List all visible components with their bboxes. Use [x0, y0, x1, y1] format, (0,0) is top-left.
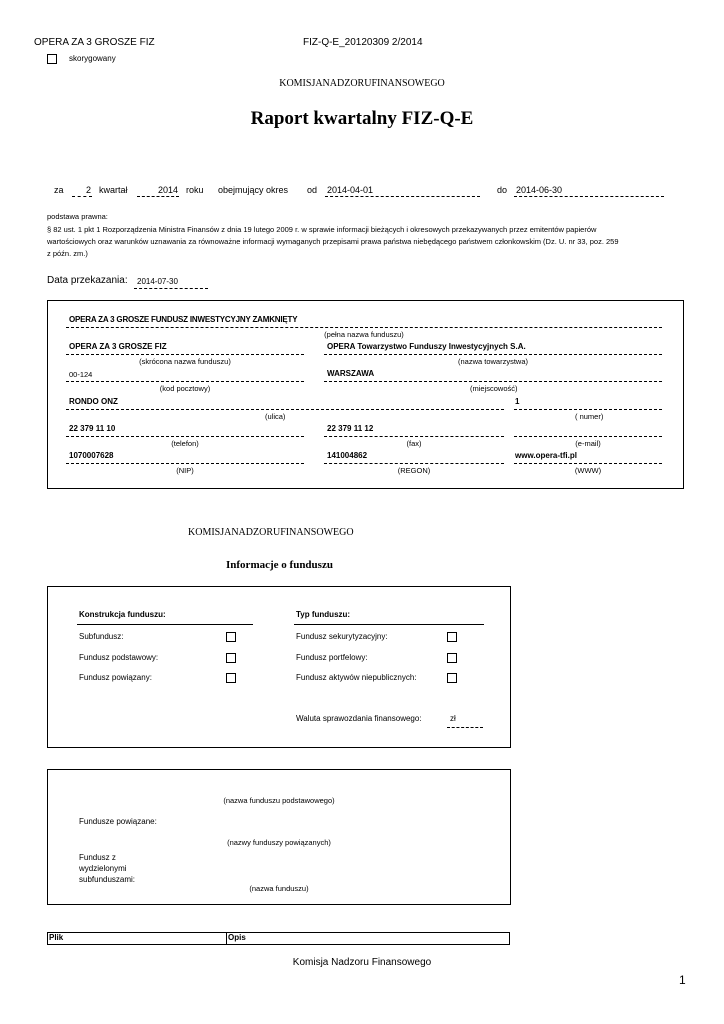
period-za-label: za: [54, 185, 64, 195]
fund-short-name: OPERA ZA 3 GROSZE FIZ: [69, 342, 167, 351]
www-caption: (WWW): [574, 466, 602, 475]
related-funds-caption: (nazwy funduszy powiązanych): [227, 838, 331, 847]
header-doc-id: FIZ-Q-E_20120309 2/2014: [303, 37, 423, 48]
base-fund-caption: (nazwa funduszu podstawowego): [223, 796, 335, 805]
portfolio-checkbox[interactable]: [447, 653, 457, 663]
short-name-underline: [66, 354, 304, 355]
section2-title: Informacje o funduszu: [226, 559, 333, 571]
legal-basis-label: podstawa prawna:: [47, 212, 108, 221]
company-underline: [324, 354, 662, 355]
subfunds-label-line3: subfunduszami:: [79, 875, 136, 884]
construction-item-subfund: Subfundusz:: [79, 632, 124, 641]
full-name-caption: (pełna nazwa funduszu): [324, 330, 404, 339]
street-caption: (ulica): [265, 412, 286, 421]
files-col-file: Plik: [49, 933, 64, 942]
number-underline: [514, 409, 662, 410]
legal-text-line-2: wartościowych oraz warunków uznawania za równoważne informacji wymaganych przepisami prawa państwa niebędącego państwem członkowskim (Dz. U. nr 33, poz. 259: [47, 237, 619, 246]
city-caption: (miejscowość): [470, 384, 518, 393]
subfund-name-caption: (nazwa funduszu): [249, 884, 309, 893]
fund-type-heading: Typ funduszu:: [296, 610, 351, 619]
fax-underline: [324, 436, 504, 437]
www: www.opera-tfi.pl: [515, 451, 577, 460]
construction-heading: Konstrukcja funduszu:: [79, 610, 166, 619]
footer-authority: Komisja Nadzoru Finansowego: [292, 957, 432, 968]
legal-text-line-3: z późn. zm.): [47, 249, 88, 258]
currency-underline: [447, 727, 483, 728]
base-fund-checkbox[interactable]: [226, 653, 236, 663]
construction-item-related: Fundusz powiązany:: [79, 673, 152, 682]
year-underline: [137, 196, 179, 197]
www-underline: [514, 463, 662, 464]
regon-underline: [324, 463, 504, 464]
okres-label: obejmujący okres: [218, 185, 289, 195]
fax: 22 379 11 12: [327, 424, 374, 433]
quarter-underline: [72, 196, 92, 197]
kwartal-label: kwartał: [99, 185, 128, 195]
legal-text-line-1: § 82 ust. 1 pkt 1 Rozporządzenia Ministra Finansów z dnia 19 lutego 2009 r. w sprawie informacji bieżących i okresowych przekazywanych przez emitentów papierów: [47, 225, 597, 234]
submission-date-label: Data przekazania:: [47, 275, 128, 286]
subfunds-label-line1: Fundusz z: [79, 853, 116, 862]
street-underline: [66, 409, 504, 410]
files-col-description: Opis: [228, 933, 246, 942]
header-fund-name: OPERA ZA 3 GROSZE FIZ: [34, 37, 155, 48]
postal-underline: [66, 381, 304, 382]
phone: 22 379 11 10: [69, 424, 116, 433]
roku-label: roku: [186, 185, 204, 195]
fund-identification-box: [47, 300, 684, 489]
files-table-header: [47, 932, 510, 945]
submission-date-value: 2014-07-30: [137, 277, 178, 286]
quarter-value: 2: [86, 185, 92, 195]
od-label: od: [307, 185, 318, 195]
submission-date-underline: [134, 288, 208, 289]
nip-caption: (NIP): [176, 466, 194, 475]
regon: 141004862: [327, 451, 368, 460]
page-title: Raport kwartalny FIZ-Q-E: [250, 108, 474, 129]
corrected-checkbox[interactable]: [47, 54, 57, 64]
construction-item-base: Fundusz podstawowy:: [79, 653, 159, 662]
corrected-label: skorygowany: [69, 54, 116, 63]
postal-caption: (kod pocztowy): [159, 384, 211, 393]
fax-caption: (fax): [406, 439, 422, 448]
fund-type-heading-rule: [294, 624, 484, 625]
nonpublic-checkbox[interactable]: [447, 673, 457, 683]
authority-heading: KOMISJANADZORUFINANSOWEGO: [279, 78, 445, 89]
date-to-value: 2014-06-30: [516, 185, 563, 195]
subfunds-label-line2: wydzielonymi: [79, 864, 127, 873]
nip-underline: [66, 463, 304, 464]
company-name: OPERA Towarzystwo Funduszy Inwestycyjnych S.A.: [327, 342, 526, 351]
currency-label: Waluta sprawozdania finansowego:: [296, 714, 422, 723]
date-to-underline: [514, 196, 664, 197]
do-label: do: [497, 185, 508, 195]
phone-underline: [66, 436, 304, 437]
number-caption: ( numer): [575, 412, 604, 421]
email-caption: (e-mail): [575, 439, 601, 448]
full-name-underline: [66, 327, 662, 328]
company-caption: (nazwa towarzystwa): [457, 357, 529, 366]
postal-code: 00-124: [69, 370, 93, 379]
fund-type-nonpublic: Fundusz aktywów niepublicznych:: [296, 673, 417, 682]
regon-caption: (REGON): [397, 466, 431, 475]
nip: 1070007628: [69, 451, 114, 460]
section2-authority: KOMISJANADZORUFINANSOWEGO: [188, 527, 354, 538]
construction-heading-rule: [77, 624, 253, 625]
city-underline: [324, 381, 662, 382]
date-from-value: 2014-04-01: [327, 185, 374, 195]
street: RONDO ONZ: [69, 397, 118, 406]
securitization-checkbox[interactable]: [447, 632, 457, 642]
fund-type-portfolio: Fundusz portfelowy:: [296, 653, 368, 662]
related-fund-checkbox[interactable]: [226, 673, 236, 683]
date-from-underline: [325, 196, 480, 197]
email-underline: [514, 436, 662, 437]
city: WARSZAWA: [327, 369, 375, 378]
phone-caption: (telefon): [171, 439, 199, 448]
short-name-caption: (skrócona nazwa funduszu): [139, 357, 231, 366]
street-number: 1: [515, 397, 520, 406]
currency-value: zł: [450, 714, 456, 723]
fund-type-securitization: Fundusz sekurytyzacyjny:: [296, 632, 388, 641]
fund-full-name: OPERA ZA 3 GROSZE FUNDUSZ INWESTYCYJNY ZAMKNIĘTY: [69, 315, 298, 324]
page-number: 1: [679, 973, 686, 987]
related-funds-label: Fundusze powiązane:: [79, 817, 157, 826]
files-table-divider: [226, 932, 227, 945]
year-value: 2014: [158, 185, 179, 195]
subfund-checkbox[interactable]: [226, 632, 236, 642]
